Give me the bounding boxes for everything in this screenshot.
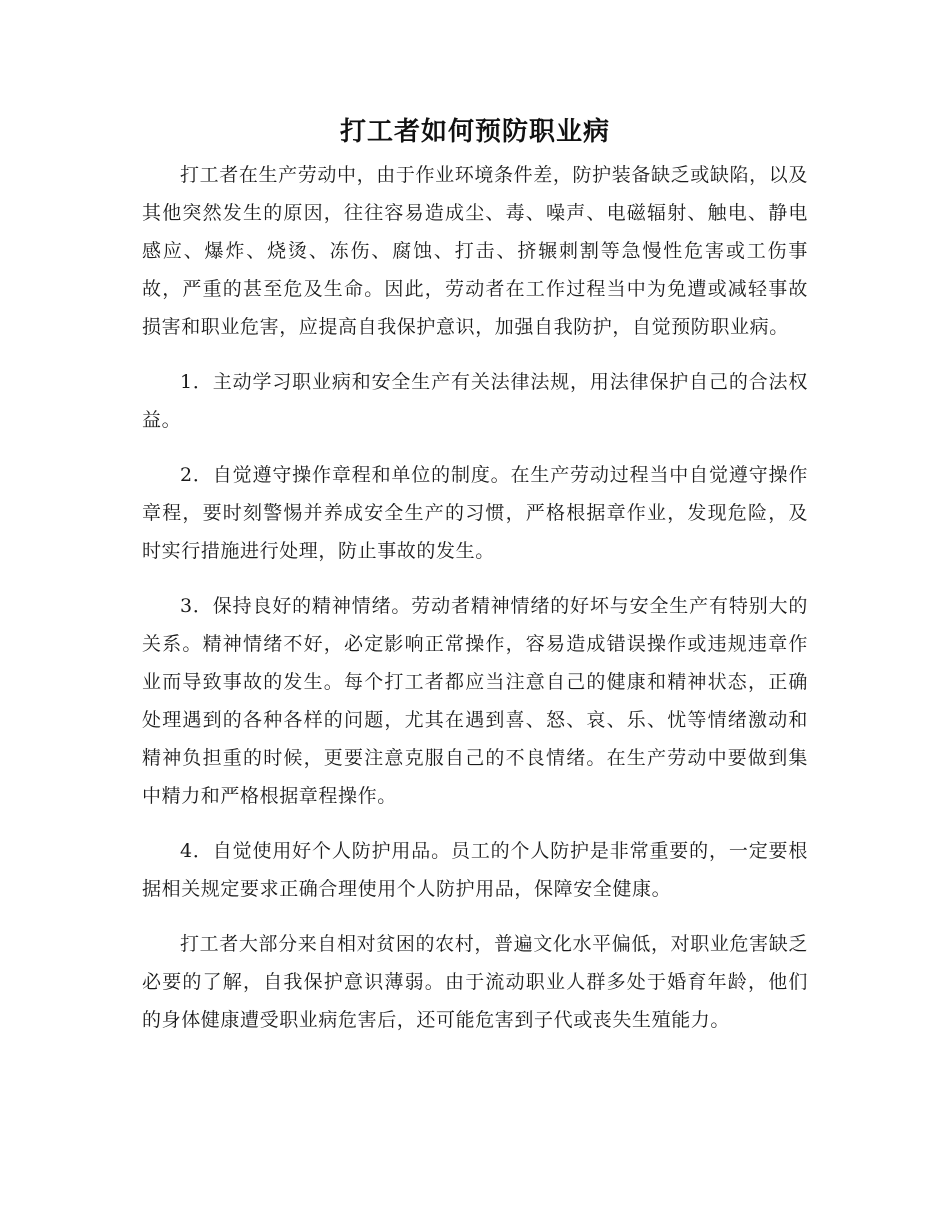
page-title: 打工者如何预防职业病: [339, 117, 610, 147]
closing-paragraph: 打工者大部分来自相对贫困的农村，普遍文化水平偏低，对职业危害缺乏必要的了解，自我保护意识薄弱。由于流动职业人群多处于婚育年龄，他们的身体健康遭受职业病危害后，还可能危害到子代或丧失生殖能力。: [142, 933, 808, 1031]
point-4-paragraph: 4．自觉使用好个人防护用品。员工的个人防护是非常重要的，一定要根据相关规定要求正确合理使用个人防护用品，保障安全健康。: [142, 840, 808, 900]
point-2-paragraph: 2．自觉遵守操作章程和单位的制度。在生产劳动过程当中自觉遵守操作章程，要时刻警惕并养成安全生产的习惯，严格根据章作业，发现危险，及时实行措施进行处理，防止事故的发生。: [142, 464, 808, 562]
intro-paragraph: 打工者在生产劳动中，由于作业环境条件差，防护装备缺乏或缺陷，以及其他突然发生的原因，往往容易造成尘、毒、噪声、电磁辐射、触电、静电感应、爆炸、烧烫、冻伤、腐蚀、打击、挤辗刺割等急慢性危害或工伤事故，严重的甚至危及生命。因此，劳动者在工作过程当中为免遭或减轻事故损害和职业危害，应提高自我保护意识，加强自我防护，自觉预防职业病。: [142, 164, 808, 338]
point-1-paragraph: 1．主动学习职业病和安全生产有关法律法规，用法律保护自己的合法权益。: [142, 371, 808, 431]
point-3-paragraph: 3．保持良好的精神情绪。劳动者精神情绪的好坏与安全生产有特别大的关系。精神情绪不好，必定影响正常操作，容易造成错误操作或违规违章作业而导致事故的发生。每个打工者都应当注意自己的健康和精神状态，正确处理遇到的各种各样的问题，尤其在遇到喜、怒、哀、乐、忧等情绪激动和精神负担重的时候，更要注意克服自己的不良情绪。在生产劳动中要做到集中精力和严格根据章程操作。: [142, 595, 808, 807]
document-page: [142, 108, 808, 1056]
